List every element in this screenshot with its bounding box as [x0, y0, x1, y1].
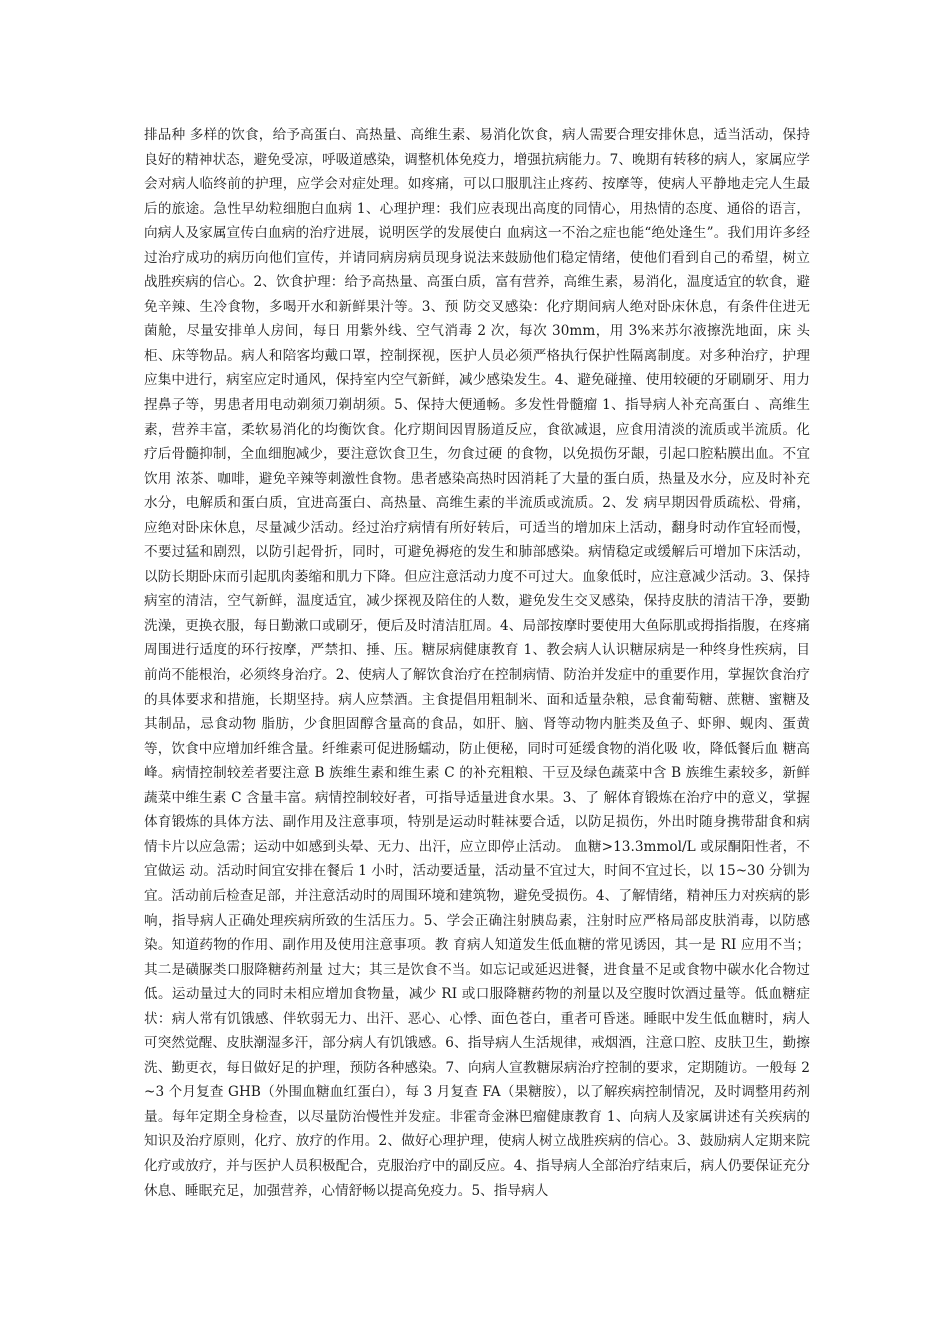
body-text: 排品种 多样的饮食，给予高蛋白、高热量、高维生素、易消化饮食，病人需要合理安排休息，适当活动，保持良好的精神状态，避免受凉，呼吸道感染，调整机体免疫力，增强抗病能力。7、晚期有转移的病人，家属应学会对病人临终前的护理，应学会对症处理。如疼痛，可以口服肌注止疼药、按摩等，使病人平静地走完人生最后的旅途。急性早幼粒细胞白血病 1、心理护理：我们应表现出高度的同情心，用热情的态度、通俗的语言，向病人及家属宣传白血病的治疗进展，说明医学的发展使白 血病这一不治之症也能“绝处逢生”。我们用许多经过治疗成功的病历向他们宣传，并请同病房病员现身说法来鼓励他们稳定情绪，使他们看到自己的希望，树立战胜疾病的信心。2、饮食护理：给予高热量、高蛋白质，富有营养，高维生素，易消化，温度适宜的软食，避免辛辣、生冷食物，多喝开水和新鲜果汁等。3、预 防交叉感染：化疗期间病人绝对卧床休息，有条件住进无菌舱，尽量安排单人房间，每日 用紫外线、空气消毒 2 次，每次 30mm，用 3%来苏尔液擦洗地面，床 头柜、床等物品。病人和陪客均戴口罩，控制探视，医护人员必须严格执行保护性隔离制度。对多种治疗，护理应集中进行，病室应定时通风，保持室内空气新鲜，减少感染发生。4、避免碰撞、使用较硬的牙刷刷牙、用力捏鼻子等，男患者用电动剃须刀剃胡须。5、保持大便通畅。多发性骨髓瘤 1、指导病人补充高蛋白 、高维生素，营养丰富，柔软易消化的均衡饮食。化疗期间因胃肠道反应，食欲减退，应食用清淡的流质或半流质。化疗后骨髓抑制，全血细胞减少，要注意饮食卫生，勿食过硬 的食物，以免损伤牙龈，引起口腔粘膜出血。不宜饮用 浓茶、咖啡，避免辛辣等刺激性食物。患者感染高热时因消耗了大量的蛋白质，热量及水分，应及时补充水分，电解质和蛋白质，宜进高蛋白、高热量、高维生素的半流质或流质。2、发 病早期因骨质疏松、骨痛，应绝对卧床休息，尽量减少活动。经过治疗病情有所好转后，可适当的增加床上活动，翻身时动作宜轻而慢，不要过猛和剧烈，以防引起骨折，同时，可避免褥疮的发生和肺部感染。病情稳定或缓解后可增加下床活动，以防长期卧床而引起肌肉萎缩和肌力下降。但应注意活动力度不可过大。血象低时，应注意减少活动。3、保持病室的清洁，空气新鲜，温度适宜，减少探视及陪住的人数，避免发生交叉感染，保持皮肤的清洁干净，要勤洗澡，更换衣服，每日勤漱口或刷牙，便后及时清洁肛周。4、局部按摩时要使用大鱼际肌或拇指指腹，在疼痛周围进行适度的环行按摩，严禁扣、捶、压。糖尿病健康教育 1、教会病人认识糖尿病是一种终身性疾病，目前尚不能根治，必须终身治疗。2、使病人了解饮食治疗在控制病情、防治并发症中的重要作用，掌握饮食治疗的具体要求和措施，长期坚持。病人应禁酒。主食提倡用粗制米、面和适量杂粮，忌食葡萄糖、蔗糖、蜜糖及其制品，忌食动物 脂肪，少食胆固醇含量高的食品，如肝、脑、肾等动物内脏类及鱼子、虾卵、蚬肉、蛋黄 等，饮食中应增加纤维含量。纤维素可促进肠蠕动，防止便秘，同时可延缓食物的消化吸 收，降低餐后血 糖高峰。病情控制较差者要注意 B 族维生素和维生素 C 的补充粗粮、干豆及绿色蔬菜中含 B 族维生素较多，新鲜蔬菜中维生素 C 含量丰富。病情控制较好者，可指导适量进食水果。3、了 解体育锻炼在治疗中的意义，掌握 体育锻炼的具体方法、副作用及注意事项，特别是运动时鞋袜要合适，以防足损伤，外出时随身携带甜食和病情卡片以应急需；运动中如感到头晕、无力、出汗，应立即停止活动。 血糖>13.3mmol/L 或尿酮阳性者，不宜做运 动。活动时间宜安排在餐后 1 小时，活动要适量，活动量不宜过大，时间不宜过长，以 15~30 分钏为宜。活动前后检查足部，并注意活动时的周围环境和建筑物，避免受损伤。4、了解情绪，精神压力对疾病的影响，指导病人正确处理疾病所致的生活压力。5、学会正确注射胰岛素，注射时应严格局部皮肤消毒，以防感染。知道药物的作用、副作用及使用注意事项。教 育病人知道发生低血糖的常见诱因，其一是 RI 应用不当；其二是磺脲类口服降糖药剂量 过大；其三是饮食不当。如忘记或延迟进餐，进食量不足或食物中碳水化合物过低。运动量过大的同时未相应增加食物量，减少 RI 或口服降糖药物的剂量以及空腹时饮酒过量等。低血糖症状：病人常有饥饿感、伴软弱无力、出汗、恶心、心悸、面色苍白，重者可昏迷。睡眠中发生低血糖时，病人可突然觉醒、皮肤潮湿多汗，部分病人有饥饿感。6、指导病人生活规律，戒烟酒，注意口腔、皮肤卫生，勤擦洗、勤更衣，每日做好足的护理，预防各种感染。7、向病人宣教糖尿病治疗控制的要求，定期随访。一般每 2~3 个月复查 GHB（外围血糖血红蛋白），每 3 月复查 FA（果糖胺），以了解疾病控制情况，及时调整用药剂量。每年定期全身检查，以尽量防治慢性并发症。非霍奇金淋巴瘤健康教育 1、向病人及家属讲述有关疾病的知识及治疗原则，化疗、放疗的作用。2、做好心理护理，使病人树立战胜疾病的信心。3、鼓励病人定期来院化疗或放疗，并与医护人员积极配合，克服治疗中的副反应。4、指导病人全部治疗结束后，病人仍要保证充分休息、睡眠充足，加强营养，心情舒畅以提高免疫力。5、指导病人: [144, 127, 810, 1199]
